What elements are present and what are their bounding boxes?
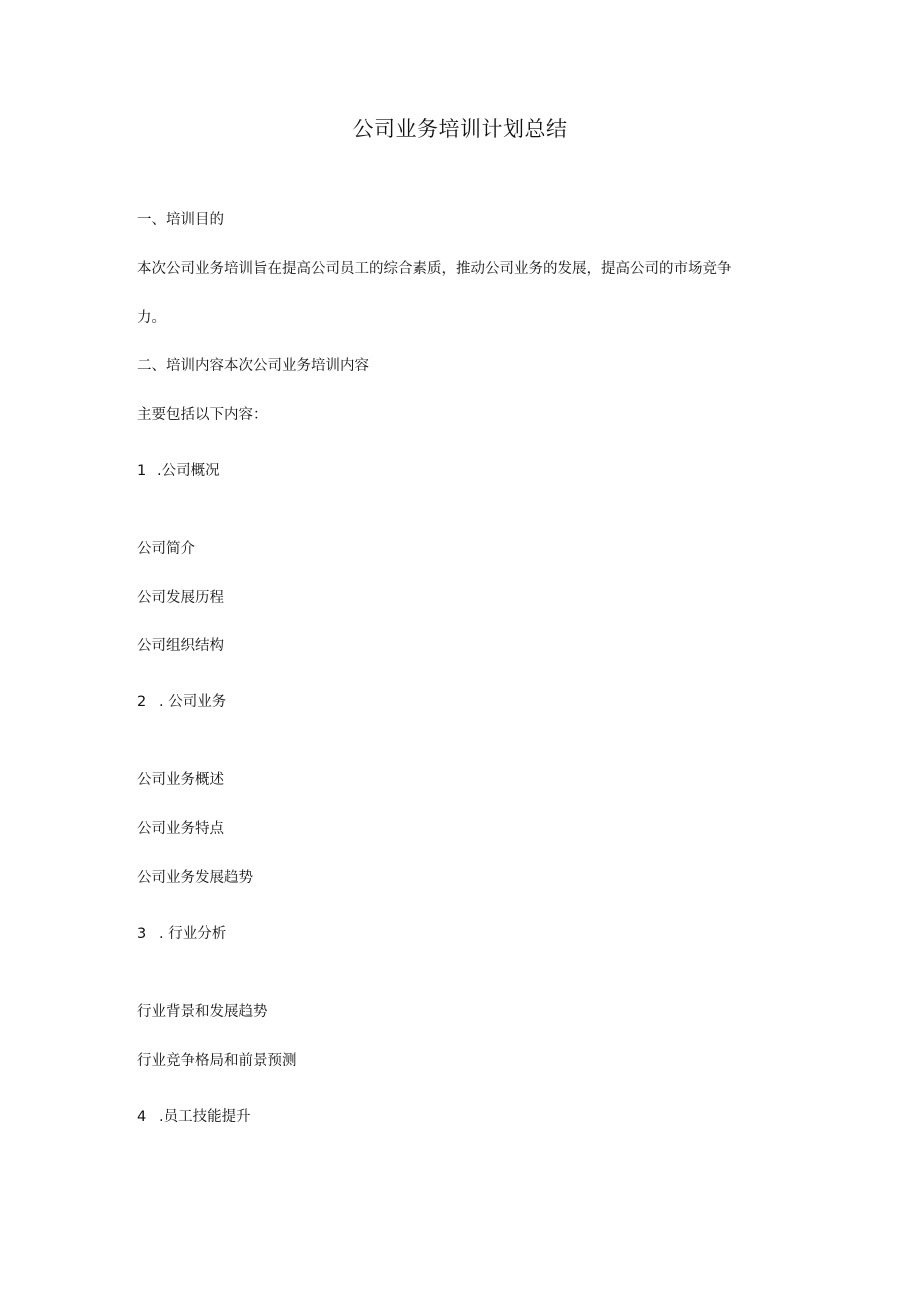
list-subitem: 行业背景和发展趋势 [137, 1004, 268, 1020]
content-intro: 主要包括以下内容： [137, 407, 268, 423]
list-subitem: 公司发展历程 [137, 590, 224, 606]
list-item-number: 2 [137, 694, 147, 710]
list-subitem: 公司业务特点 [137, 821, 224, 837]
list-subitem: 行业竞争格局和前景预测 [137, 1053, 297, 1069]
purpose-paragraph-line-2: 力。 [137, 310, 166, 326]
purpose-paragraph-line-1: 本次公司业务培训旨在提高公司员工的综合素质，推动公司业务的发展，提高公司的市场竞争 [137, 261, 732, 277]
list-item-number: 4 [137, 1109, 147, 1125]
section-heading-purpose: 一、培训目的 [137, 212, 224, 228]
list-subitem: 公司简介 [137, 541, 195, 557]
list-item-label: . 公司业务 [159, 694, 227, 710]
list-item-label: .员工技能提升 [159, 1109, 251, 1125]
list-item-heading [137, 923, 226, 945]
list-item-heading [137, 460, 220, 482]
list-subitem: 公司业务概述 [137, 772, 224, 788]
list-subitem: 公司业务发展趋势 [137, 870, 253, 886]
list-item-label: .公司概况 [157, 463, 220, 479]
list-item-label: . 行业分析 [159, 926, 227, 942]
list-item-number: 3 [137, 926, 147, 942]
list-subitem: 公司组织结构 [137, 638, 224, 654]
list-item-heading [137, 1106, 251, 1128]
list-item-number: 1 [137, 463, 147, 479]
document-title: 公司业务培训计划总结 [352, 117, 568, 141]
section-heading-content: 二、培训内容本次公司业务培训内容 [137, 358, 369, 374]
list-item-heading [137, 691, 226, 713]
